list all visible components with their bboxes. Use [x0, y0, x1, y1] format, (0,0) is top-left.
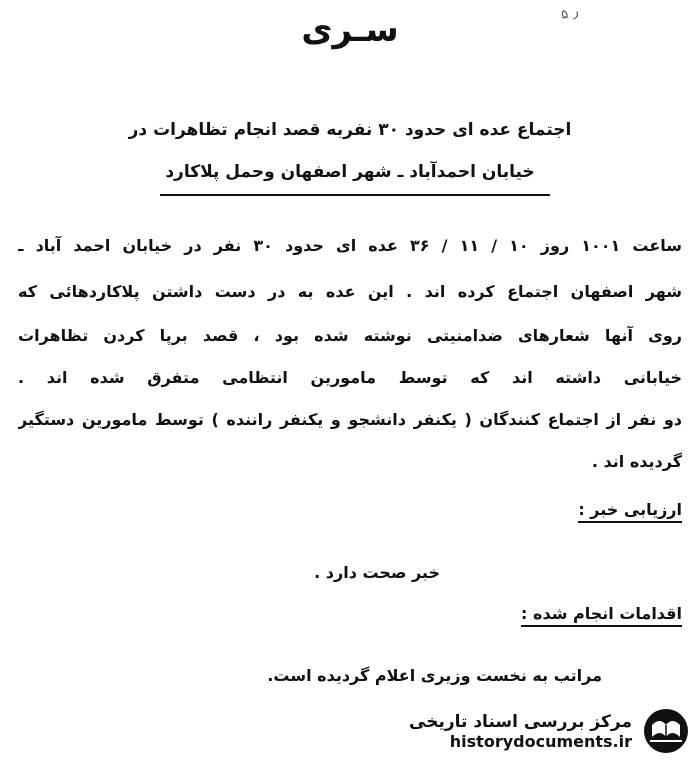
watermark-text	[409, 712, 632, 751]
assessment-label	[578, 500, 682, 519]
corner-handwritten-mark: ر ۵	[558, 4, 580, 23]
subject-line-1: اجتماع عده ای حدود ۳۰ نفربه قصد انجام تظاهرات در	[128, 120, 572, 140]
watermark-url: historydocuments.ir	[449, 731, 632, 751]
actions-label-text: اقدامات انجام شده :	[521, 604, 682, 627]
body-line-6: گردیده اند .	[591, 452, 682, 471]
body-line-2: شهر اصفهان اجتماع کرده اند . این عده به در دست داشتن پلاکاردهائی که	[18, 282, 682, 301]
actions-label	[521, 604, 682, 623]
subject-line-2: خیابان احمدآباد ـ شهر اصفهان وحمل پلاکارد	[165, 162, 535, 182]
open-book-logo-icon	[642, 707, 690, 755]
body-line-1: ساعت ۱۰۰۱ روز ۱۰ / ۱۱ / ۳۶ عده ای حدود ۳۰ نفر در خیابان احمد آباد ـ	[18, 236, 682, 255]
watermark	[409, 707, 690, 755]
actions-value: مراتب به نخست وزیری اعلام گردیده است.	[267, 666, 602, 685]
body-line-4: خیابانی داشته اند که توسط مامورین انتظامی متفرق شده اند .	[18, 368, 682, 387]
body-line-5: دو نفر از اجتماع کنندگان ( یکنفر دانشجو و یکنفر راننده ) توسط مامورین دستگیر	[18, 410, 682, 429]
watermark-title: مرکز بررسی اسناد تاریخی	[409, 711, 632, 732]
assessment-value: خبر صحت دارد .	[314, 563, 440, 582]
assessment-label-text: ارزیابی خبر :	[578, 500, 682, 523]
subject-underline	[160, 194, 550, 196]
body-line-3: روی آنها شعارهای ضدامنیتی نوشته شده بود ، قصد برپا کردن تظاهرات	[18, 326, 682, 345]
classification-heading: سـری	[301, 10, 399, 50]
